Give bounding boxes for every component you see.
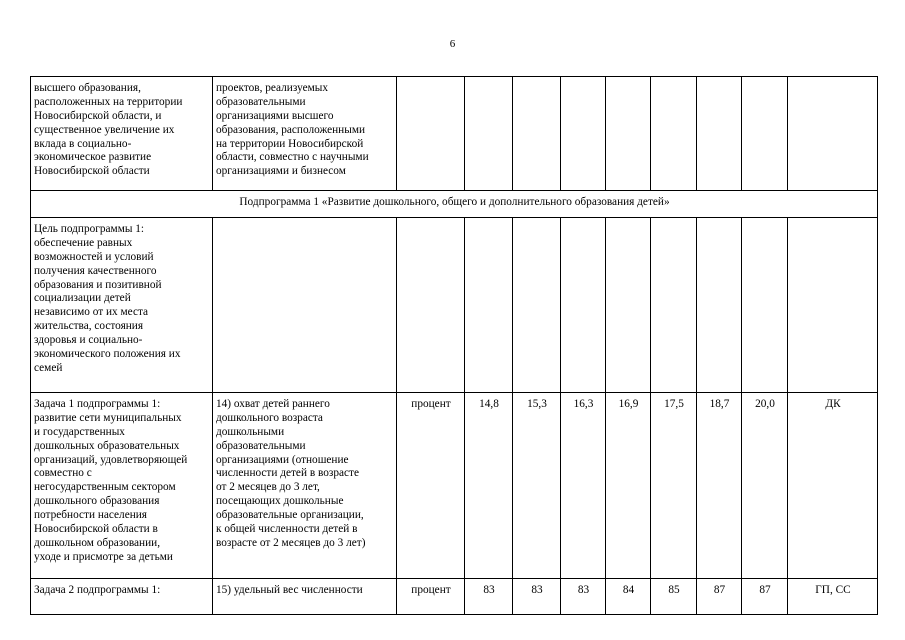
page-number: 6 xyxy=(449,38,456,50)
value-cell xyxy=(561,77,606,191)
value-cell xyxy=(606,218,651,393)
table-row xyxy=(31,579,878,615)
value-cell: 83 xyxy=(561,579,606,615)
unit-cell: процент xyxy=(397,579,465,615)
value-cell xyxy=(651,77,697,191)
unit-cell xyxy=(397,218,465,393)
value-cell xyxy=(606,77,651,191)
goal-cell: Цель подпрограммы 1: обеспечение равных возможностей и условий получения качественного образования и позитивной социализации детей независимо от их места жительства, состояния здоровья и социально- экономического положения их семей xyxy=(31,218,213,393)
value-cell xyxy=(465,77,513,191)
value-cell xyxy=(742,218,788,393)
unit-cell: процент xyxy=(397,393,465,579)
table-row xyxy=(31,218,878,393)
value-cell: 84 xyxy=(606,579,651,615)
goal-cell: Задача 1 подпрограммы 1: развитие сети муниципальных и государственных дошкольных образовательных организаций, удовлетворяющей совместно с негосударственным сектором дошкольного образования потребности населения Новосибирской области в дошкольном образовании, уходе и присмотре за детьми xyxy=(31,393,213,579)
unit-cell xyxy=(397,77,465,191)
goal-cell: высшего образования, расположенных на территории Новосибирской области, и существенное увеличение их вклада в социально- экономическое развитие Новосибирской области xyxy=(31,77,213,191)
value-cell xyxy=(465,218,513,393)
value-cell xyxy=(651,218,697,393)
table-row xyxy=(31,393,878,579)
value-cell: 18,7 xyxy=(697,393,742,579)
responsible-cell xyxy=(788,218,878,393)
responsible-cell xyxy=(788,77,878,191)
value-cell: 83 xyxy=(513,579,561,615)
value-cell: 17,5 xyxy=(651,393,697,579)
subprogram-row xyxy=(31,191,878,218)
value-cell: 16,3 xyxy=(561,393,606,579)
value-cell: 16,9 xyxy=(606,393,651,579)
value-cell xyxy=(697,218,742,393)
subprogram-title: Подпрограмма 1 «Развитие дошкольного, общего и дополнительного образования детей» xyxy=(31,191,878,218)
responsible-cell: ДК xyxy=(788,393,878,579)
indicators-table xyxy=(30,76,878,615)
value-cell xyxy=(561,218,606,393)
value-cell xyxy=(742,77,788,191)
indicator-cell: 15) удельный вес численности xyxy=(213,579,397,615)
indicator-cell xyxy=(213,218,397,393)
indicator-cell: проектов, реализуемых образовательными организациями высшего образования, расположенными на территории Новосибирской области, совместно с научными организациями и бизнесом xyxy=(213,77,397,191)
goal-cell: Задача 2 подпрограммы 1: xyxy=(31,579,213,615)
table-row xyxy=(31,77,878,191)
value-cell: 20,0 xyxy=(742,393,788,579)
value-cell: 83 xyxy=(465,579,513,615)
value-cell: 14,8 xyxy=(465,393,513,579)
responsible-cell: ГП, СС xyxy=(788,579,878,615)
value-cell xyxy=(513,77,561,191)
value-cell: 15,3 xyxy=(513,393,561,579)
value-cell: 87 xyxy=(742,579,788,615)
value-cell: 85 xyxy=(651,579,697,615)
value-cell xyxy=(697,77,742,191)
indicator-cell: 14) охват детей раннего дошкольного возраста дошкольными образовательными организациями (отношение численности детей в возрасте от 2 месяцев до 3 лет, посещающих дошкольные образовательные организации, к общей численности детей в возрасте от 2 месяцев до 3 лет) xyxy=(213,393,397,579)
value-cell xyxy=(513,218,561,393)
value-cell: 87 xyxy=(697,579,742,615)
